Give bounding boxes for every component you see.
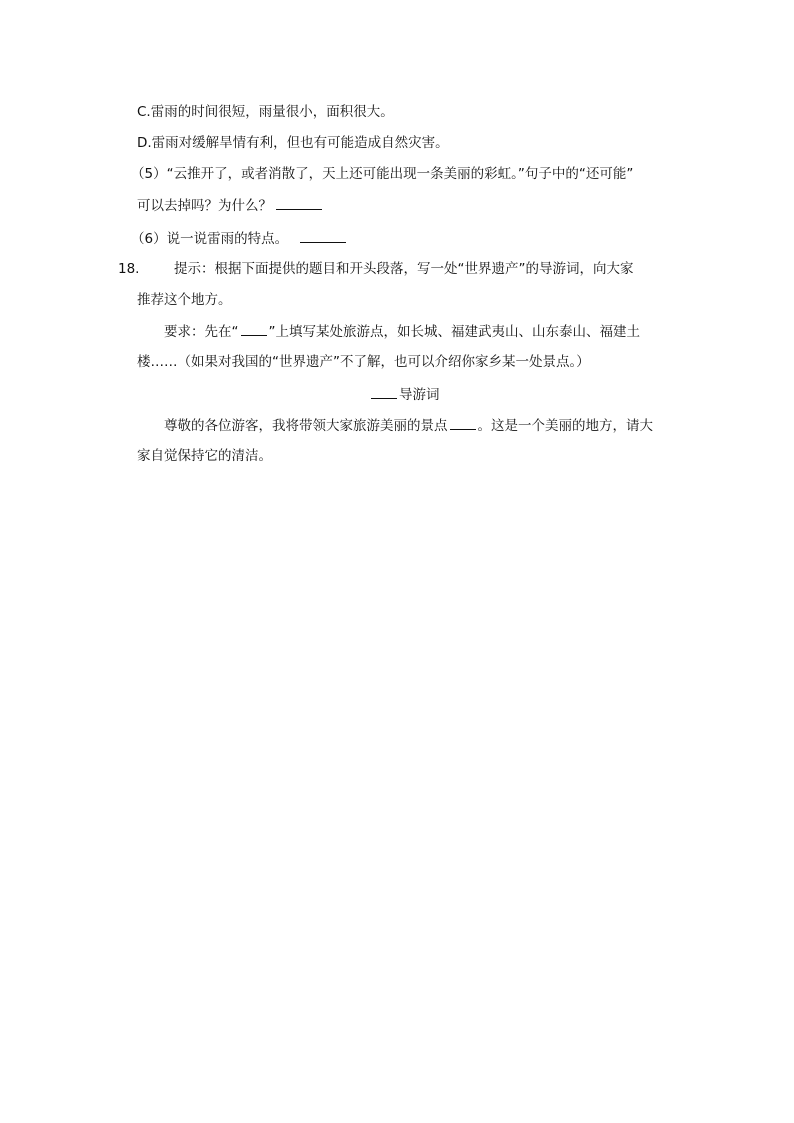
essay-title: [371, 384, 440, 404]
option-c: C.雷雨的时间很短，雨量很小，面积很大。: [137, 104, 394, 120]
hint-text: 提示：根据下面提供的题目和开头段落，写一处“世界遗产”的导游词，向大家: [174, 261, 634, 277]
question-number: 18.: [118, 261, 140, 277]
answer-blank[interactable]: [276, 195, 322, 210]
title-suffix: 导游词: [399, 387, 440, 403]
opening-paragraph-line1: [164, 415, 653, 435]
requirement-line2: 楼……（如果对我国的“世界遗产”不了解，也可以介绍你家乡某一处景点。）: [137, 354, 590, 370]
sub-question-5-line1: （5）“云推开了，或者消散了，天上还可能出现一条美丽的彩虹。”句子中的“还可能”: [131, 166, 634, 182]
paragraph-text-b: 。这是一个美丽的地方，请大: [477, 418, 653, 434]
option-d: D.雷雨对缓解旱情有利，但也有可能造成自然灾害。: [137, 135, 449, 151]
sub-question-6-text: （6）说一说雷雨的特点。: [131, 231, 289, 247]
sub-question-6: [131, 228, 346, 248]
requirement-text-b: ”上填写某处旅游点，如长城、福建武夷山、山东泰山、福建土: [268, 324, 640, 340]
opening-paragraph-line2: 家自觉保持它的清洁。: [137, 448, 272, 464]
requirement-text-a: 要求：先在“: [164, 324, 239, 340]
paragraph-text-a: 尊敬的各位游客，我将带领大家旅游美丽的景点: [164, 418, 448, 434]
question-18-hint-line1: [118, 259, 634, 279]
answer-blank[interactable]: [300, 228, 346, 243]
requirement-line1: [164, 321, 640, 341]
sub-question-5-line2: [137, 195, 322, 215]
title-blank[interactable]: [371, 384, 397, 399]
sub-question-5-text: 可以去掉吗？为什么？: [137, 198, 272, 214]
scenic-spot-blank[interactable]: [450, 415, 476, 430]
question-18-hint-line2: 推荐这个地方。: [137, 292, 232, 308]
place-blank[interactable]: [241, 321, 267, 336]
